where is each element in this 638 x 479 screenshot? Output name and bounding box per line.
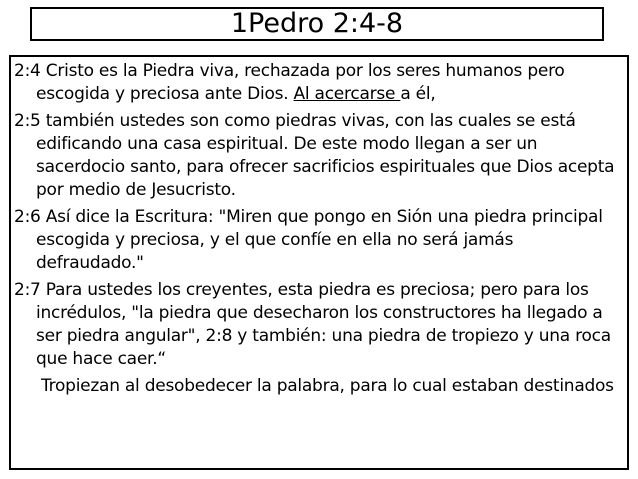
scripture-text-box bbox=[9, 55, 629, 470]
verse-2-4-text: 2:4 Cristo es la Piedra viva, rechazada por los seres humanos pero escogida y preciosa ante Dios. bbox=[14, 61, 565, 104]
verse-2-5: 2:5 también ustedes son como piedras vivas, con las cuales se está edificando una casa espiritual. De este modo llegan a ser un sacerdocio santo, para ofrecer sacrificios espirituales que Dios acepta por medio de Jesucristo. bbox=[14, 111, 615, 200]
verse-2-6: 2:6 Así dice la Escritura: "Miren que pongo en Sión una piedra principal escogida y preciosa, y el que confíe en ella no será jamás defraudado." bbox=[14, 207, 603, 273]
verse-2-4-end: a él, bbox=[400, 84, 436, 104]
underlined-phrase: Al acercarse bbox=[293, 84, 401, 104]
title-text: 1Pedro 2:4-8 bbox=[230, 8, 404, 39]
verse-2-7: 2:7 Para ustedes los creyentes, esta piedra es preciosa; pero para los incrédulos, "la piedra que desecharon los constructores ha llegado a ser piedra angular", 2:8 y también: una piedra de tropiezo y una roca que hace caer.“ bbox=[14, 280, 611, 369]
verse-2-4 bbox=[14, 60, 623, 106]
slide-title bbox=[30, 7, 604, 41]
verse-2-8-continuation: Tropiezan al desobedecer la palabra, para lo cual estaban destinados bbox=[41, 376, 614, 396]
